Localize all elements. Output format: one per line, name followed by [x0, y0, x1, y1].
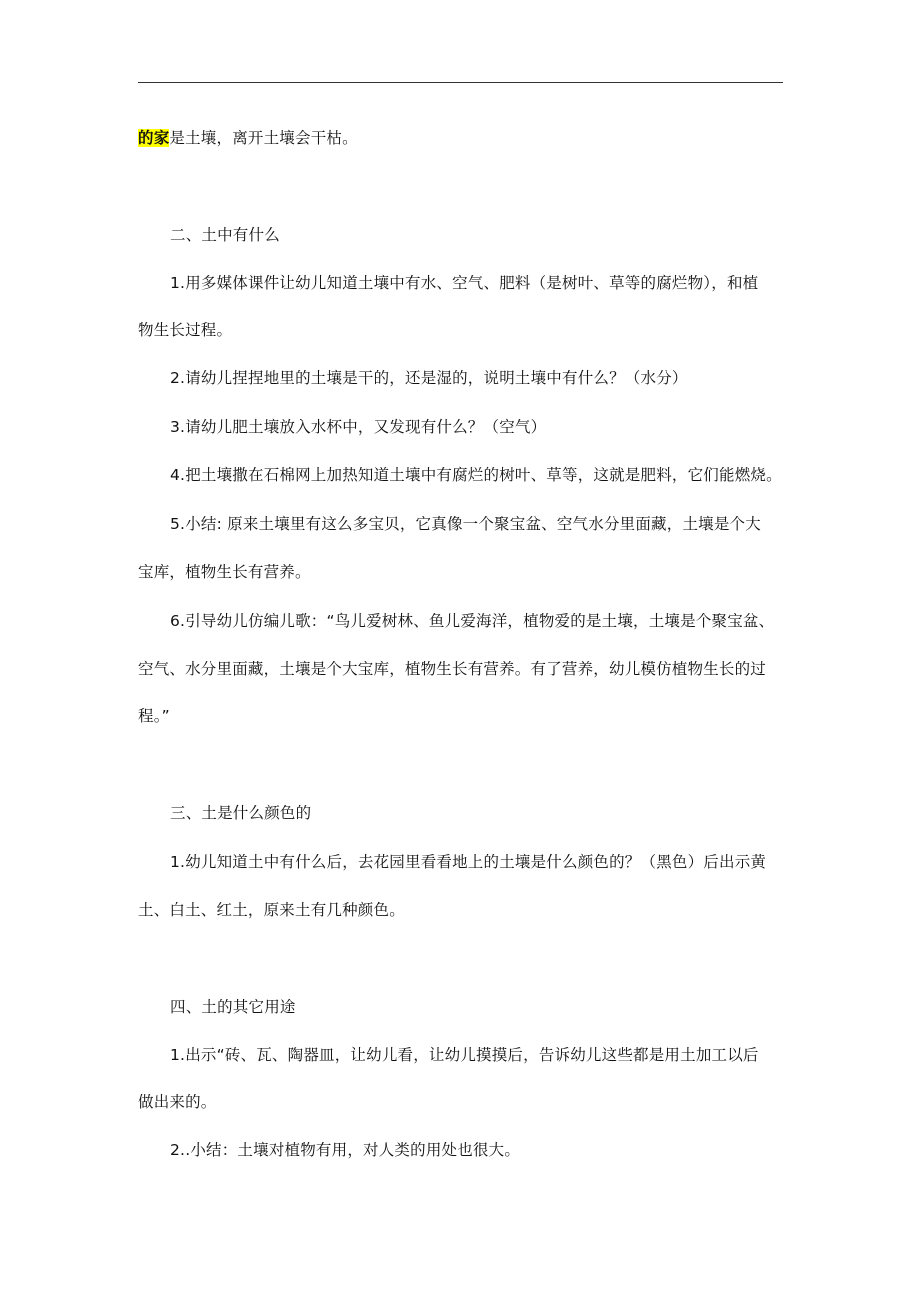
paragraph-continuation: [138, 128, 358, 148]
paragraph-line: 做出来的。: [138, 1093, 217, 1111]
highlighted-text: 的家: [138, 129, 170, 147]
section-heading-4: 四、土的其它用途: [170, 998, 296, 1016]
paragraph-line: 程。”: [138, 707, 170, 725]
header-rule: [138, 82, 783, 83]
paragraph-line: 土、白土、红土，原来土有几种颜色。: [138, 901, 405, 919]
paragraph-line: 2.请幼儿捏捏地里的土壤是干的，还是湿的，说明土壤中有什么？（水分）: [170, 369, 688, 387]
paragraph-line: 1.出示“砖、瓦、陶器皿，让幼儿看，让幼儿摸摸后，告诉幼儿这些都是用土加工以后: [170, 1046, 759, 1064]
paragraph-line: 1.幼儿知道土中有什么后，去花园里看看地上的土壤是什么颜色的？（黑色）后出示黄: [170, 853, 767, 871]
section-heading-2: 二、土中有什么: [170, 226, 280, 244]
section-heading-3: 三、土是什么颜色的: [170, 804, 312, 822]
paragraph-line: 2..小结：土壤对植物有用，对人类的用处也很大。: [170, 1141, 521, 1159]
paragraph-line: 3.请幼儿肥土壤放入水杯中，又发现有什么？（空气）: [170, 418, 547, 436]
paragraph-line: 4.把土壤撒在石棉网上加热知道土壤中有腐烂的树叶、草等，这就是肥料，它们能燃烧。: [170, 466, 782, 484]
paragraph-line: 空气、水分里面藏，土壤是个大宝库，植物生长有营养。有了营养，幼儿模仿植物生长的过: [138, 660, 767, 678]
paragraph-line: 6.引导幼儿仿编儿歌：“鸟儿爱树林、鱼儿爱海洋，植物爱的是土壤，土壤是个聚宝盆、: [170, 612, 775, 630]
paragraph-line: 1.用多媒体课件让幼儿知道土壤中有水、空气、肥料（是树叶、草等的腐烂物），和植: [170, 274, 759, 292]
paragraph-line: 5.小结: 原来土壤里有这么多宝贝，它真像一个聚宝盆、空气水分里面藏，土壤是个大: [170, 515, 761, 533]
paragraph-line: 物生长过程。: [138, 321, 233, 339]
paragraph-line: 宝库，植物生长有营养。: [138, 563, 311, 581]
text-run: 是土壤，离开土壤会干枯。: [169, 129, 358, 147]
